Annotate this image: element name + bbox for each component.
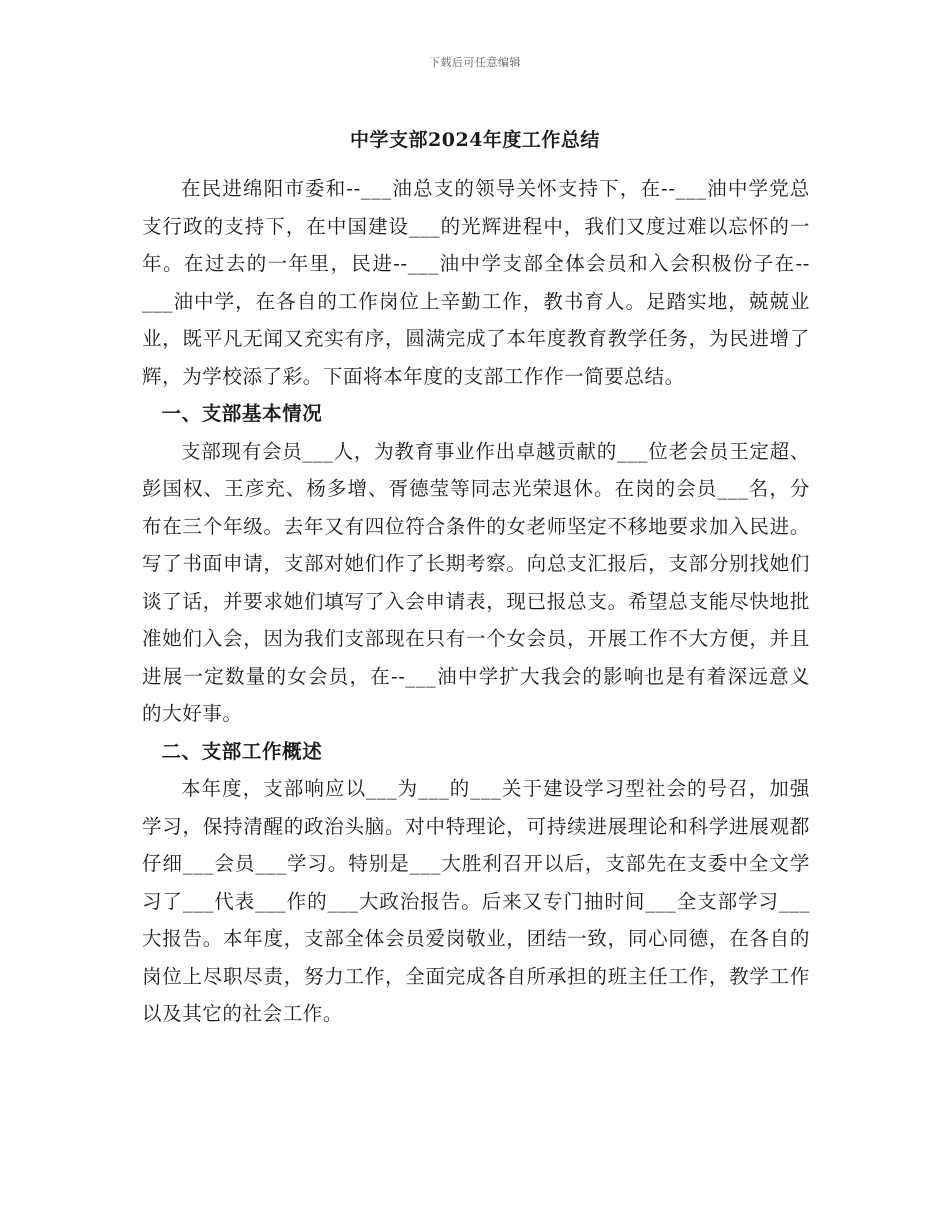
section-heading-basic-info: 一、支部基本情况 — [161, 402, 323, 425]
document-body — [142, 170, 810, 1033]
section-body-basic-info: 支部现有会员___人，为教育事业作出卓越贡献的___位老会员王定超、彭国权、王彦充、杨多增、胥德莹等同志光荣退休。在岗的会员___名，分布在三个年级。去年又有四位符合条件的女老师坚定不移地要求加入民进。写了书面申请，支部对她们作了长期考察。向总支汇报后，支部分别找她们谈了话，并要求她们填写了入会申请表，现已报总支。希望总支能尽快地批准她们入会，因为我们支部现在只有一个女会员，开展工作不大方便，并且进展一定数量的女会员，在--___油中学扩大我会的影响也是有着深远意义的大好事。 — [142, 439, 810, 725]
section-body-work-overview: 本年度，支部响应以___为___的___关于建设学习型社会的号召，加强学习，保持清醒的政治头脑。对中特理论，可持续进展理论和科学进展观都仔细___会员___学习。特别是___大胜利召开以后，支部先在支委中全文学习了___代表___作的___大政治报告。后来又专门抽时间___全支部学习___大报告。本年度，支部全体会员爱岗敬业，团结一致，同心同德，在各自的岗位上尽职尽责，努力工作，全面完成各自所承担的班主任工作，教学工作以及其它的社会工作。 — [142, 777, 810, 1025]
section-heading-work-overview: 二、支部工作概述 — [161, 739, 323, 763]
intro-paragraph: 在民进绵阳市委和--___油总支的领导关怀支持下，在--___油中学党总支行政的支持下，在中国建设___的光辉进程中，我们又度过难以忘怀的一年。在过去的一年里，民进--___油中学支部全体会员和入会积极份子在--___油中学，在各自的工作岗位上辛勤工作，教书育人。足踏实地，兢兢业业，既平凡无闻又充实有序，圆满完成了本年度教育教学任务，为民进增了辉，为学校添了彩。下面将本年度的支部工作作一简要总结。 — [142, 177, 810, 388]
download-note: 下载后可任意编辑 — [429, 56, 521, 69]
document-title: 中学支部2024年度工作总结 — [350, 129, 600, 151]
